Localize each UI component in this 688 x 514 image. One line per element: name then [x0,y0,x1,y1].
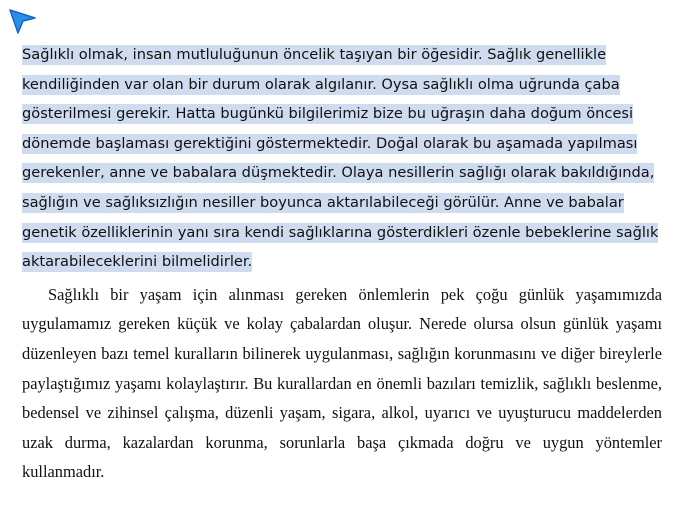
paragraph-2[interactable]: Sağlıklı bir yaşam için alınması gereken önlemlerin pek çoğu günlük yaşamımızda uygulamamız gereken küçük ve kolay çabalardan oluşur. Nerede olursa olsun günlük yaşamı düzenleyen bazı temel kuralların bilinerek uygulanması, sağlığın korunmasını ve diğer bireylerle paylaştığımız yaşamı kolaylaştırır. Bu kurallardan en önemli bazıları temizlik, sağlıklı beslenme, bedensel ve zihinsel çalışma, düzenli yaşam, sigara, alkol, uyarıcı ve uyuşturucu maddelerden uzak durma, kazalardan korunma, sorunlarla başa çıkmada doğru ve uygun yöntemler kullanmadır. [22,284,662,482]
arrow-pointer-icon [6,6,40,40]
selected-text: Sağlıklı olmak, insan mutluluğunun öncelik taşıyan bir öğesidir. Sağlık genellikle kendiliğinden var olan bir durum olarak algılanır. Oysa sağlıklı olma uğrunda çaba gösterilmesi gerekir. Hatta bugünkü bilgilerimiz bize bu uğraşın daha doğum öncesi dönemde başlaması gerektiğini göstermektedir. Doğal olarak bu aşamada yapılması gerekenler, anne ve babalara düşmektedir. Olaya nesillerin sağlığı olarak bakıldığında, sağlığın ve sağlıksızlığın nesiller boyunca aktarılabileceği görülür. Anne ve babalar genetik özelliklerinin yanı sıra kendi sağlıklarına gösterdikleri özenle bebeklerine sağlık aktarabileceklerini bilmelidirler. [22,46,659,271]
paragraph-1[interactable] [22,40,662,277]
document-body [22,40,662,487]
